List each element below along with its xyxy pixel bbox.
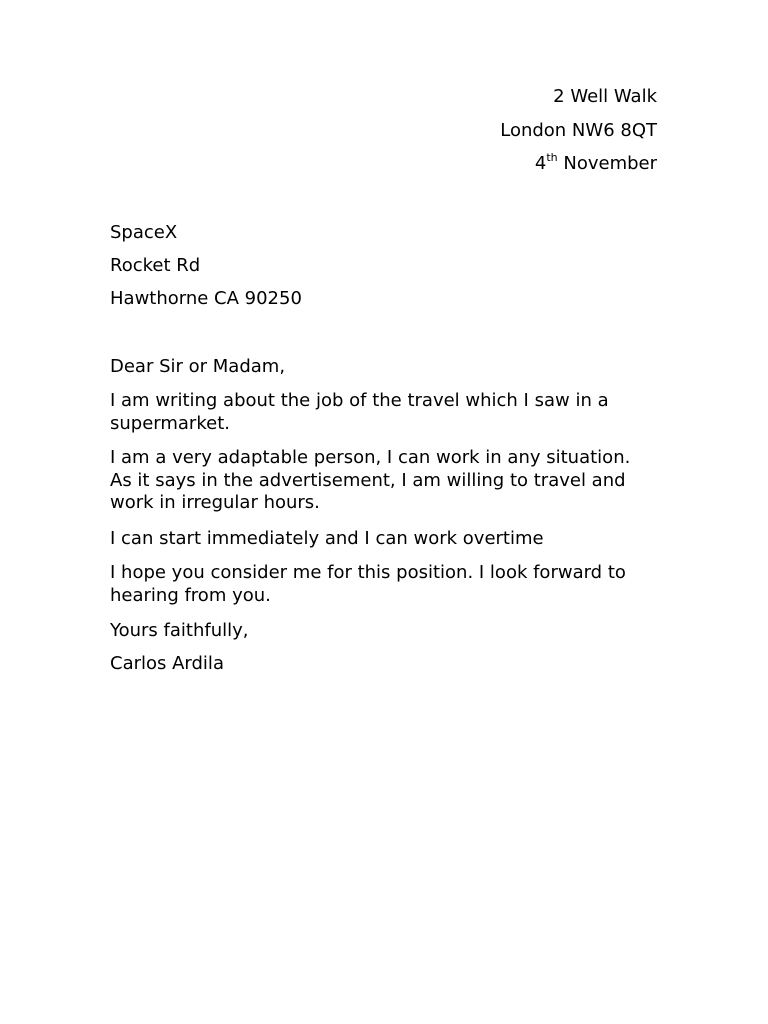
date-day: 4 <box>534 153 547 174</box>
paragraph-2: I am a very adaptable person, I can work in any situation. As it says in the advertisement, I am willing to travel and work in irregular hours. <box>110 447 631 513</box>
date-suffix: th <box>546 151 558 164</box>
recipient-city-zip: Hawthorne CA 90250 <box>110 288 302 309</box>
salutation: Dear Sir or Madam, <box>110 356 286 377</box>
sender-street: 2 Well Walk <box>553 86 657 107</box>
recipient-company: SpaceX <box>110 222 178 243</box>
closing: Yours faithfully, <box>110 620 249 641</box>
paragraph-4: I hope you consider me for this position. I look forward to hearing from you. <box>110 562 626 606</box>
recipient-street: Rocket Rd <box>110 255 201 276</box>
letter-date <box>535 153 657 175</box>
date-month: November <box>563 153 657 174</box>
paragraph-3: I can start immediately and I can work overtime <box>110 528 544 549</box>
signature: Carlos Ardila <box>110 653 224 674</box>
sender-city-postcode: London NW6 8QT <box>500 120 657 141</box>
paragraph-1: I am writing about the job of the travel which I saw in a supermarket. <box>110 390 609 434</box>
